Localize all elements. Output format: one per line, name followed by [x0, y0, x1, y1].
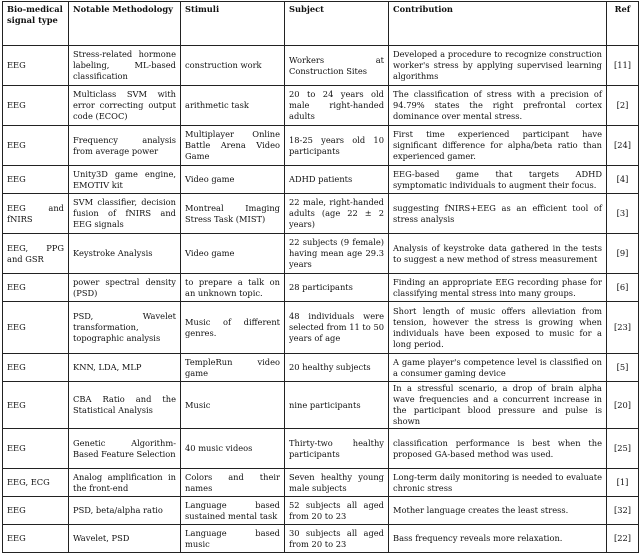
contribution-cell: In a stressful scenario, a drop of brain alpha wave frequencies and a concurrent increase in the participant blood pressure and pulse is shown	[389, 382, 607, 429]
header-stimuli: Stimuli	[181, 2, 285, 46]
ref-cell: [23]	[607, 302, 639, 354]
table-row	[3, 429, 639, 469]
stimuli-cell: Language based music	[181, 525, 285, 553]
methodology-cell: power spectral density (PSD)	[69, 274, 181, 302]
methodology-cell: Stress-related hormone labeling, ML-based classification	[69, 46, 181, 86]
signal-cell: EEG, ECG	[3, 469, 69, 497]
subject-cell: ADHD patients	[285, 166, 389, 194]
methodology-cell: KNN, LDA, MLP	[69, 354, 181, 382]
stimuli-cell: Multiplayer Online Battle Arena Video Game	[181, 126, 285, 166]
signal-cell: EEG, PPG and GSR	[3, 234, 69, 274]
contribution-cell: Long-term daily monitoring is needed to evaluate chronic stress	[389, 469, 607, 497]
stimuli-cell: Montreal Imaging Stress Task (MIST)	[181, 194, 285, 234]
table-row	[3, 497, 639, 525]
stimuli-cell: 40 music videos	[181, 429, 285, 469]
contribution-cell: classification performance is best when the proposed GA-based method was used.	[389, 429, 607, 469]
signal-cell: EEG	[3, 302, 69, 354]
ref-cell: [9]	[607, 234, 639, 274]
stimuli-cell: Colors and their names	[181, 469, 285, 497]
signal-cell: EEG	[3, 525, 69, 553]
subject-cell: 20 to 24 years old male right-handed adults	[285, 86, 389, 126]
table-row	[3, 46, 639, 86]
subject-cell: nine participants	[285, 382, 389, 429]
header-ref: Ref	[607, 2, 639, 46]
subject-cell: 28 participants	[285, 274, 389, 302]
table-row	[3, 469, 639, 497]
methodology-cell: Frequency analysis from average power	[69, 126, 181, 166]
stimuli-cell: TempleRun video game	[181, 354, 285, 382]
ref-cell: [20]	[607, 382, 639, 429]
table-row	[3, 166, 639, 194]
subject-cell: Seven healthy young male subjects	[285, 469, 389, 497]
signal-cell: EEG	[3, 274, 69, 302]
signal-cell: EEG	[3, 429, 69, 469]
stimuli-cell: construction work	[181, 46, 285, 86]
stimuli-cell: arithmetic task	[181, 86, 285, 126]
contribution-cell: suggesting fNIRS+EEG as an efficient tool of stress analysis	[389, 194, 607, 234]
signal-cell: EEG	[3, 354, 69, 382]
header-signal-type: Bio-medical signal type	[3, 2, 69, 46]
signal-cell: EEG	[3, 382, 69, 429]
header-methodology: Notable Methodology	[69, 2, 181, 46]
table-row	[3, 302, 639, 354]
ref-cell: [25]	[607, 429, 639, 469]
subject-cell: 22 subjects (9 female) having mean age 29.3 years	[285, 234, 389, 274]
methodology-cell: Keystroke Analysis	[69, 234, 181, 274]
methodology-cell: PSD, beta/alpha ratio	[69, 497, 181, 525]
header-subject: Subject	[285, 2, 389, 46]
ref-cell: [6]	[607, 274, 639, 302]
stimuli-cell: to prepare a talk on an unknown topic.	[181, 274, 285, 302]
subject-cell: 48 individuals were selected from 11 to 50 years of age	[285, 302, 389, 354]
table-row	[3, 86, 639, 126]
stimuli-cell: Video game	[181, 166, 285, 194]
table-row	[3, 126, 639, 166]
ref-cell: [1]	[607, 469, 639, 497]
subject-cell: 52 subjects all aged from 20 to 23	[285, 497, 389, 525]
stimuli-cell: Video game	[181, 234, 285, 274]
table-header-row	[3, 2, 639, 46]
signal-cell: EEG	[3, 86, 69, 126]
contribution-cell: Bass frequency reveals more relaxation.	[389, 525, 607, 553]
contribution-cell: EEG-based game that targets ADHD symptomatic individuals to augment their focus.	[389, 166, 607, 194]
subject-cell: 18-25 years old 10 participants	[285, 126, 389, 166]
table-body	[3, 46, 639, 553]
methodology-cell: PSD, Wavelet transformation, topographic analysis	[69, 302, 181, 354]
table-row	[3, 234, 639, 274]
table-row	[3, 525, 639, 553]
signal-cell: EEG and fNIRS	[3, 194, 69, 234]
ref-cell: [22]	[607, 525, 639, 553]
contribution-cell: Mother language creates the least stress.	[389, 497, 607, 525]
contribution-cell: First time experienced participant have significant difference for alpha/beta ratio than experienced gamer.	[389, 126, 607, 166]
signal-cell: EEG	[3, 166, 69, 194]
methodology-cell: Genetic Algorithm-Based Feature Selection	[69, 429, 181, 469]
methodology-cell: CBA Ratio and the Statistical Analysis	[69, 382, 181, 429]
contribution-cell: A game player's competence level is classified on a consumer gaming device	[389, 354, 607, 382]
signal-cell: EEG	[3, 497, 69, 525]
stimuli-cell: Language based sustained mental task	[181, 497, 285, 525]
table-row	[3, 274, 639, 302]
ref-cell: [24]	[607, 126, 639, 166]
subject-cell: Thirty-two healthy participants	[285, 429, 389, 469]
signal-cell: EEG	[3, 126, 69, 166]
table-row	[3, 382, 639, 429]
contribution-cell: Developed a procedure to recognize construction worker's stress by applying supervised learning algorithms	[389, 46, 607, 86]
stimuli-cell: Music	[181, 382, 285, 429]
methodology-cell: Analog amplification in the front-end	[69, 469, 181, 497]
subject-cell: 22 male, right-handed adults (age 22 ± 2 years)	[285, 194, 389, 234]
contribution-cell: Finding an appropriate EEG recording phase for classifying mental stress into many groups.	[389, 274, 607, 302]
methodology-cell: Multiclass SVM with error correcting output code (ECOC)	[69, 86, 181, 126]
contribution-cell: Analysis of keystroke data gathered in the tests to suggest a new method of stress measurement	[389, 234, 607, 274]
contribution-cell: Short length of music offers alleviation from tension, however the stress is growing when individuals have been exposed to music for a long period.	[389, 302, 607, 354]
methodology-cell: Unity3D game engine, EMOTIV kit	[69, 166, 181, 194]
contribution-cell: The classification of stress with a precision of 94.79% states the right prefrontal cortex dominance over mental stress.	[389, 86, 607, 126]
ref-cell: [5]	[607, 354, 639, 382]
methodology-cell: Wavelet, PSD	[69, 525, 181, 553]
ref-cell: [32]	[607, 497, 639, 525]
subject-cell: 30 subjects all aged from 20 to 23	[285, 525, 389, 553]
methodology-cell: SVM classifier, decision fusion of fNIRS and EEG signals	[69, 194, 181, 234]
subject-cell: 20 healthy subjects	[285, 354, 389, 382]
table-row	[3, 194, 639, 234]
signal-cell: EEG	[3, 46, 69, 86]
ref-cell: [11]	[607, 46, 639, 86]
ref-cell: [2]	[607, 86, 639, 126]
literature-review-table	[2, 1, 639, 553]
subject-cell: Workers at Construction Sites	[285, 46, 389, 86]
ref-cell: [3]	[607, 194, 639, 234]
header-contribution: Contribution	[389, 2, 607, 46]
ref-cell: [4]	[607, 166, 639, 194]
stimuli-cell: Music of different genres.	[181, 302, 285, 354]
table-row	[3, 354, 639, 382]
